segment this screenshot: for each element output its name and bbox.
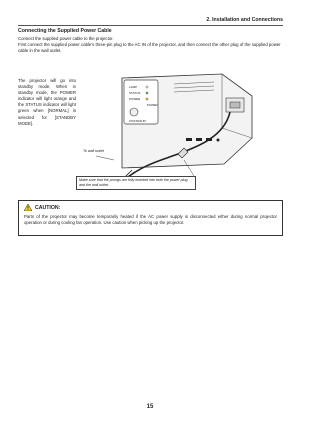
section-title: Connecting the Supplied Power Cable	[18, 28, 112, 34]
caution-title: CAUTION:	[35, 204, 61, 211]
indicator-label-status: STATUS	[129, 91, 141, 95]
intro-line-2: First connect the supplied power cable's three-pin plug to the AC IN of the projector, and then connect the other plug of the supplied power cable in the wall outlet.	[18, 42, 281, 53]
status-indicator-icon	[146, 92, 148, 94]
intro-text	[18, 36, 283, 54]
on-standby-label: ON/STAND BY	[129, 120, 147, 123]
warning-icon	[24, 204, 32, 211]
page-number: 15	[146, 404, 154, 410]
prongs-note: Make sure that the prongs are fully inserted into both the power plug and the wall outlet.	[76, 176, 196, 190]
lamp-indicator-icon	[146, 86, 148, 88]
caution-heading	[24, 204, 277, 211]
caution-box	[18, 200, 283, 236]
indicator-label-power: POWER	[129, 97, 141, 101]
indicator-label-lamp: LAMP	[129, 85, 138, 89]
intro-line-1: Connect the supplied power cable to the projector.	[18, 36, 114, 41]
standby-note: The projector will go into standby mode. When in standby mode, the POWER indicator will light orange and the STATUS indicator will light green when [NORMAL] is selected for [STANDBY MODE].	[18, 78, 76, 126]
outlet-callout: To wall outlet	[83, 149, 104, 153]
power-label: POWER	[147, 103, 158, 107]
power-indicator-icon	[146, 98, 148, 100]
header-divider	[18, 25, 283, 26]
power-button-icon	[130, 108, 138, 116]
chapter-heading: 2. Installation and Connections	[206, 17, 283, 23]
caution-body: Parts of the projector may become temporarily heated if the AC power supply is disconnected either during normal projector operation or during cooling fan operation. Use caution when picking up the projector.	[24, 214, 277, 225]
